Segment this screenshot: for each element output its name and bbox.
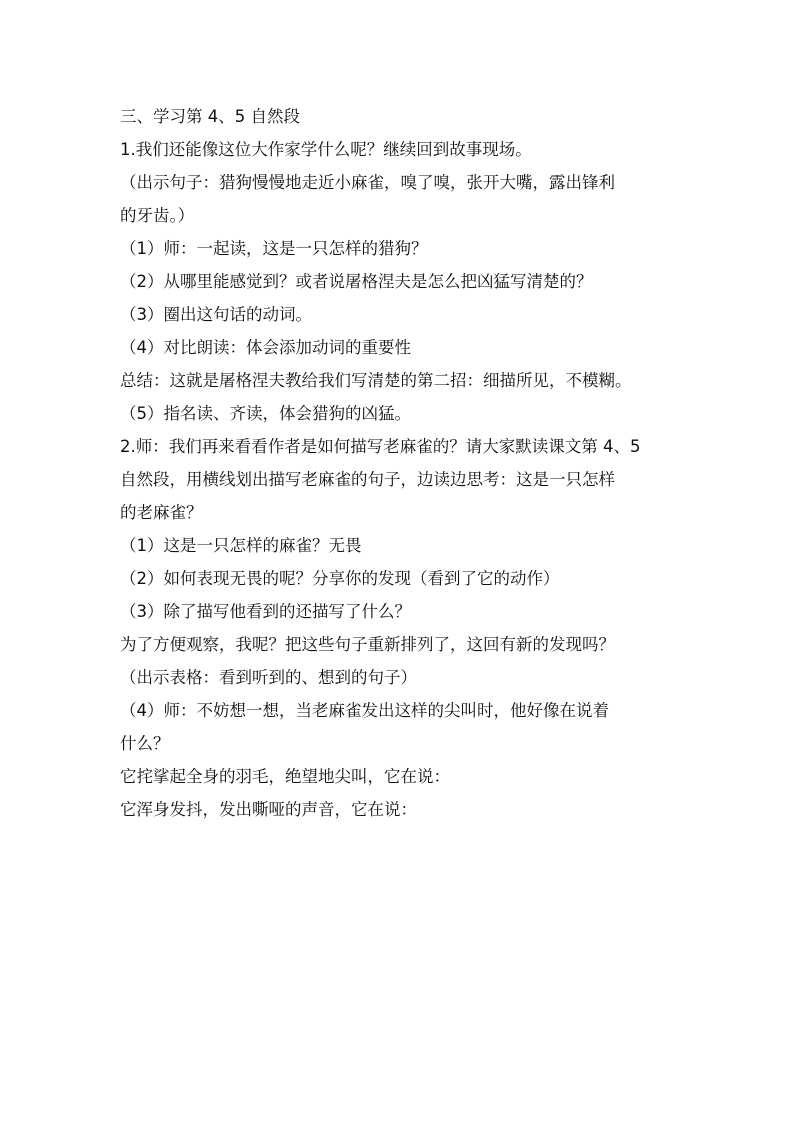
paragraph-line: 总结：这就是屠格涅夫教给我们写清楚的第二招：细描所见，不模糊。 [120,371,632,390]
paragraph-line: （5）指名读、齐读，体会猎狗的凶猛。 [120,404,411,423]
document-body [120,100,720,826]
paragraph-line: （2）如何表现无畏的呢？分享你的发现（看到了它的动作） [120,569,560,588]
paragraph-line: 的牙齿。） [120,206,195,225]
paragraph-line: （出示表格：看到听到的、想到的句子） [120,668,417,687]
paragraph-line: （4）师：不妨想一想，当老麻雀发出这样的尖叫时，他好像在说着 [120,701,609,720]
paragraph-line: 自然段，用横线划出描写老麻雀的句子，边读边思考：这是一只怎样 [120,470,615,489]
paragraph-line: （3）圈出这句话的动词。 [120,305,312,324]
paragraph-line: （出示句子：猎狗慢慢地走近小麻雀，嗅了嗅，张开大嘴，露出锋利 [120,173,615,192]
paragraph-line: （1）师：一起读，这是一只怎样的猎狗？ [120,239,428,258]
paragraph-line: 它挓挲起全身的羽毛，绝望地尖叫，它在说： [120,767,450,786]
paragraph-line: 什么？ [120,734,170,753]
paragraph-line: （1）这是一只怎样的麻雀？无畏 [120,536,362,555]
paragraph-line: 1.我们还能像这位大作家学什么呢？继续回到故事现场。 [120,140,532,159]
paragraph-line: （3）除了描写他看到的还描写了什么？ [120,602,411,621]
paragraph-line: 的老麻雀？ [120,503,203,522]
paragraph-line: 2.师：我们再来看看作者是如何描写老麻雀的？请大家默读课文第 4、5 [120,437,641,456]
paragraph-line: 为了方便观察，我呢？把这些句子重新排列了，这回有新的发现吗？ [120,635,615,654]
paragraph-line: 它浑身发抖，发出嘶哑的声音，它在说： [120,800,417,819]
section-heading: 三、学习第 4、5 自然段 [120,107,300,126]
paragraph-line: （4）对比朗读：体会添加动词的重要性 [120,338,411,357]
paragraph-line: （2）从哪里能感觉到？或者说屠格涅夫是怎么把凶猛写清楚的？ [120,272,593,291]
